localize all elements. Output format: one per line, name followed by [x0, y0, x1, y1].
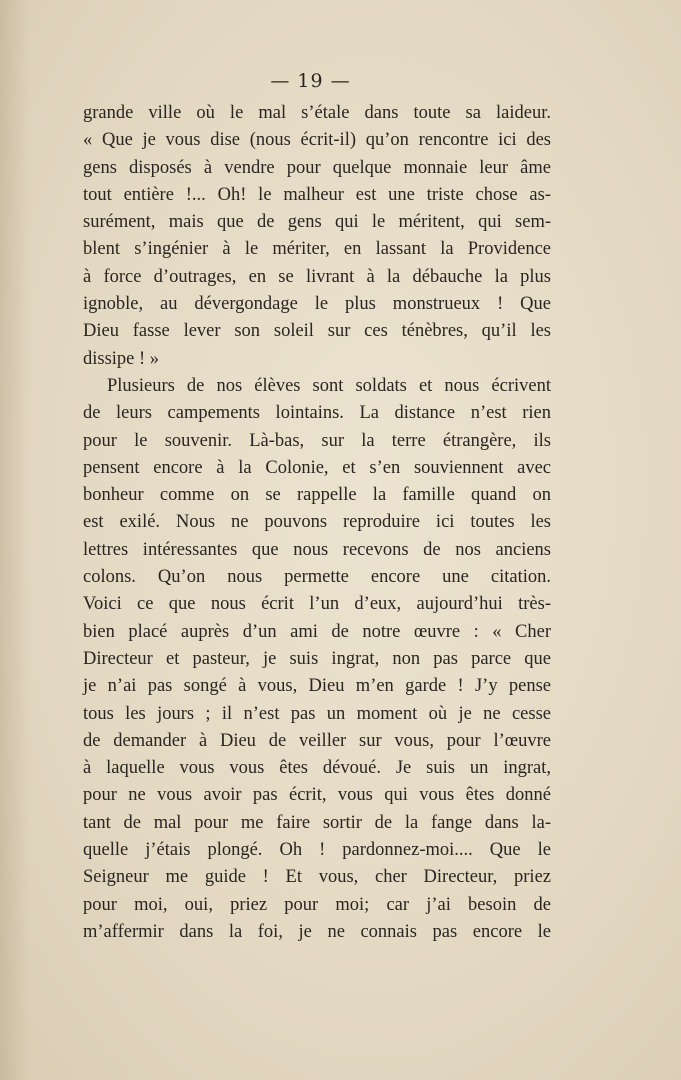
text-line: ignoble, au dévergondage le plus monstrueux ! Que: [83, 294, 551, 315]
text-line: de leurs campements lointains. La distance n’est rien: [83, 403, 551, 424]
text-line: Seigneur me guide ! Et vous, cher Directeur, priez: [83, 867, 551, 888]
text-line: pour le souvenir. Là-bas, sur la terre étrangère, ils: [83, 430, 551, 451]
text-line: tant de mal pour me faire sortir de la fange dans la-: [83, 812, 551, 833]
text-line: je n’ai pas songé à vous, Dieu m’en garde ! J’y pense: [83, 676, 551, 697]
text-line: quelle j’étais plongé. Oh ! pardonnez-moi.... Que le: [83, 840, 551, 861]
text-line: Directeur et pasteur, je suis ingrat, non pas parce que: [83, 648, 551, 669]
text-line: gens disposés à vendre pour quelque monnaie leur âme: [83, 157, 551, 178]
text-line: colons. Qu’on nous permette encore une citation.: [83, 567, 551, 588]
text-line: lettres intéressantes que nous recevons de nos anciens: [83, 539, 551, 560]
text-line: à laquelle vous vous êtes dévoué. Je suis un ingrat,: [83, 758, 551, 779]
text-line: blent s’ingénier à le mériter, en lassant la Providence: [83, 239, 551, 260]
binding-shadow: [0, 0, 30, 1080]
text-line: Plusieurs de nos élèves sont soldats et nous écrivent: [107, 375, 551, 396]
text-line: « Que je vous dise (nous écrit-il) qu’on rencontre ici des: [83, 130, 551, 151]
text-line: m’affermir dans la foi, je ne connais pas encore le: [83, 921, 551, 942]
body-text: [83, 100, 551, 946]
text-line: à force d’outrages, en se livrant à la débauche la plus: [83, 266, 551, 287]
text-line: bien placé auprès d’un ami de notre œuvre : « Cher: [83, 621, 551, 642]
text-line: tous les jours ; il n’est pas un moment où je ne cesse: [83, 703, 551, 724]
text-line: est exilé. Nous ne pouvons reproduire ici toutes les: [83, 512, 551, 533]
text-line: de demander à Dieu de veiller sur vous, pour l’œuvre: [83, 730, 551, 751]
text-line: pour moi, oui, priez pour moi; car j’ai besoin de: [83, 894, 551, 915]
text-line: bonheur comme on se rappelle la famille quand on: [83, 485, 551, 506]
text-line: Voici ce que nous écrit l’un d’eux, aujourd’hui très-: [83, 594, 551, 615]
text-line: pensent encore à la Colonie, et s’en souviennent avec: [83, 457, 551, 478]
text-line: pour ne vous avoir pas écrit, vous qui vous êtes donné: [83, 785, 551, 806]
text-line: surément, mais que de gens qui le méritent, qui sem-: [83, 212, 551, 233]
text-line: tout entière !... Oh! le malheur est une triste chose as-: [83, 184, 551, 205]
text-line: dissipe ! »: [83, 348, 160, 369]
text-line: grande ville où le mal s’étale dans toute sa laideur.: [83, 103, 551, 123]
page-number: — 19 —: [270, 70, 351, 92]
text-line: Dieu fasse lever son soleil sur ces ténèbres, qu’il les: [83, 321, 551, 342]
